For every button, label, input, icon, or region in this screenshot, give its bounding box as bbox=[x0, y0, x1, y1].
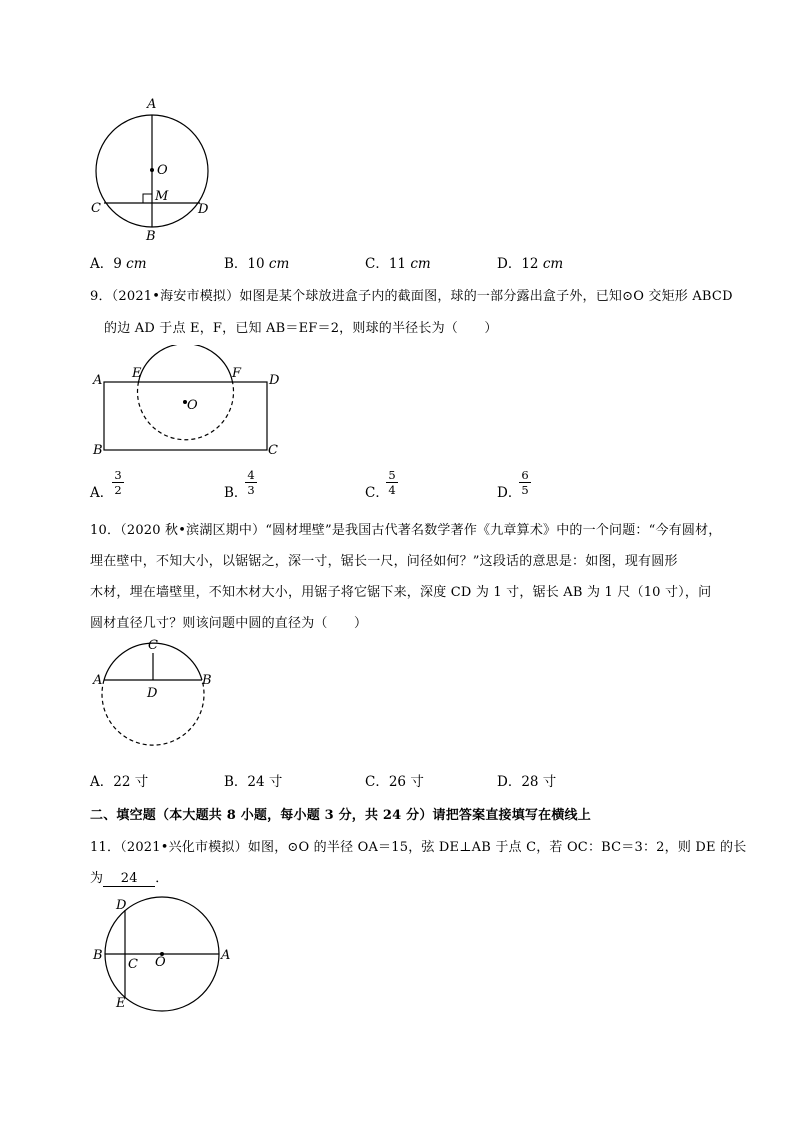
q10-option-a bbox=[90, 770, 148, 790]
q11-figure bbox=[85, 892, 245, 1017]
option-text: 24 寸 bbox=[247, 774, 283, 790]
q9-label-D: D bbox=[269, 373, 280, 388]
fraction-denominator: 3 bbox=[247, 483, 255, 497]
q8-center-dot bbox=[150, 168, 154, 172]
option-letter: B． bbox=[224, 774, 248, 790]
q8-label-B: B bbox=[146, 229, 156, 244]
q9-label-C: C bbox=[268, 443, 278, 458]
q9-option-a-fraction bbox=[111, 468, 125, 497]
q10-option-c bbox=[365, 770, 424, 790]
q10-option-b bbox=[224, 770, 282, 790]
fraction-denominator: 4 bbox=[388, 483, 396, 497]
q9-label-A: A bbox=[93, 373, 103, 388]
q8-figure bbox=[85, 92, 225, 247]
q10-label-D: D bbox=[147, 686, 158, 701]
q11-text-line2 bbox=[90, 867, 168, 887]
q8-option-c bbox=[365, 252, 431, 272]
q9-option-a bbox=[90, 481, 113, 501]
q9-text-line2: 的边 AD 于点 E，F，已知 AB＝EF＝2，则球的半径长为（ ） bbox=[104, 321, 498, 336]
option-letter: A． bbox=[90, 774, 114, 790]
option-letter: C． bbox=[365, 485, 389, 501]
q9-label-O: O bbox=[187, 398, 198, 413]
option-value: 9 bbox=[113, 256, 127, 272]
q11-text-line1: 11．（2021•兴化市模拟）如图，⊙O 的半径 OA＝15，弦 DE⊥AB 于点 C，若 OC：BC＝3：2，则 DE 的长 bbox=[90, 840, 747, 855]
option-value: 12 bbox=[521, 256, 543, 272]
q11-label-D: D bbox=[116, 898, 127, 913]
option-letter: B． bbox=[224, 256, 248, 272]
option-letter: A． bbox=[90, 485, 114, 501]
option-letter: D． bbox=[497, 256, 522, 272]
q8-option-b bbox=[224, 252, 289, 272]
q8-label-C: C bbox=[91, 201, 101, 216]
q8-right-angle-mark bbox=[143, 194, 152, 203]
option-letter: D． bbox=[497, 774, 522, 790]
q10-text-line4: 圆材直径几寸？则该问题中圆的直径为（ ） bbox=[90, 616, 368, 631]
q9-text-line1: 9．（2021•海安市模拟）如图是某个球放进盒子内的截面图，球的一部分露出盒子外，已知⊙O 交矩形 ABCD bbox=[90, 289, 733, 304]
option-letter: C． bbox=[365, 774, 389, 790]
q11-label-C: C bbox=[128, 957, 138, 972]
q8-option-a bbox=[90, 252, 147, 272]
option-letter: B． bbox=[224, 485, 248, 501]
q8-label-D: D bbox=[198, 202, 209, 217]
option-unit: cm bbox=[268, 256, 290, 272]
q8-label-A: A bbox=[147, 97, 157, 112]
q11-label-O: O bbox=[155, 955, 166, 970]
q9-option-d-fraction bbox=[518, 468, 532, 497]
fraction-numerator: 4 bbox=[247, 468, 255, 482]
fraction-numerator: 6 bbox=[521, 468, 529, 482]
q11-label-E: E bbox=[116, 996, 126, 1011]
option-letter: C． bbox=[365, 256, 389, 272]
q8-option-d bbox=[497, 252, 563, 272]
q9-label-F: F bbox=[232, 366, 242, 381]
q10-text-line2: 埋在壁中，不知大小，以锯锯之，深一寸，锯长一尺，问径如何？”这段话的意思是：如图，现有圆形 bbox=[90, 554, 678, 569]
q10-text-line3: 木材，埋在墙壁里，不知木材大小，用锯子将它锯下来，深度 CD 为 1 寸，锯长 AB 为 1 尺（10 寸），问 bbox=[90, 585, 712, 600]
option-unit: cm bbox=[542, 256, 564, 272]
q11-line2-suffix: ． bbox=[155, 871, 169, 886]
q10-option-d bbox=[497, 770, 556, 790]
q9-option-c-fraction bbox=[385, 468, 399, 497]
q9-figure bbox=[85, 345, 295, 460]
section-2-title: 二、填空题（本大题共 8 小题，每小题 3 分，共 24 分）请把答案直接填写在横线上 bbox=[90, 808, 591, 823]
q10-label-B: B bbox=[202, 673, 212, 688]
q11-answer-blank: 24 bbox=[103, 871, 155, 887]
option-value: 10 bbox=[247, 256, 269, 272]
q9-label-E: E bbox=[132, 366, 142, 381]
option-text: 26 寸 bbox=[388, 774, 424, 790]
q8-label-O: O bbox=[157, 163, 168, 178]
q10-label-A: A bbox=[93, 673, 103, 688]
option-text: 28 寸 bbox=[521, 774, 557, 790]
option-unit: cm bbox=[410, 256, 431, 272]
q9-label-B: B bbox=[93, 443, 103, 458]
option-letter: A． bbox=[90, 256, 114, 272]
option-unit: cm bbox=[126, 256, 147, 272]
q11-line2-prefix: 为 bbox=[90, 871, 104, 886]
fraction-numerator: 3 bbox=[114, 468, 122, 482]
option-value: 11 bbox=[388, 256, 411, 272]
option-text: 22 寸 bbox=[113, 774, 149, 790]
q9-circle-arc-solid bbox=[139, 345, 233, 382]
q10-figure bbox=[85, 635, 225, 765]
fraction-numerator: 5 bbox=[388, 468, 396, 482]
q10-label-C: C bbox=[148, 638, 158, 653]
fraction-denominator: 5 bbox=[521, 483, 529, 497]
q9-circle-arc-dashed bbox=[138, 382, 234, 440]
q11-label-A: A bbox=[221, 948, 231, 963]
q8-label-M: M bbox=[155, 189, 169, 204]
q10-text-line1: 10．（2020 秋•滨湖区期中）“圆材埋壁”是我国古代著名数学著作《九章算术》中的一个问题：“今有圆材， bbox=[90, 523, 722, 538]
q11-label-B: B bbox=[93, 948, 103, 963]
option-letter: D． bbox=[497, 485, 522, 501]
fraction-denominator: 2 bbox=[114, 483, 122, 497]
q9-option-b-fraction bbox=[244, 468, 258, 497]
